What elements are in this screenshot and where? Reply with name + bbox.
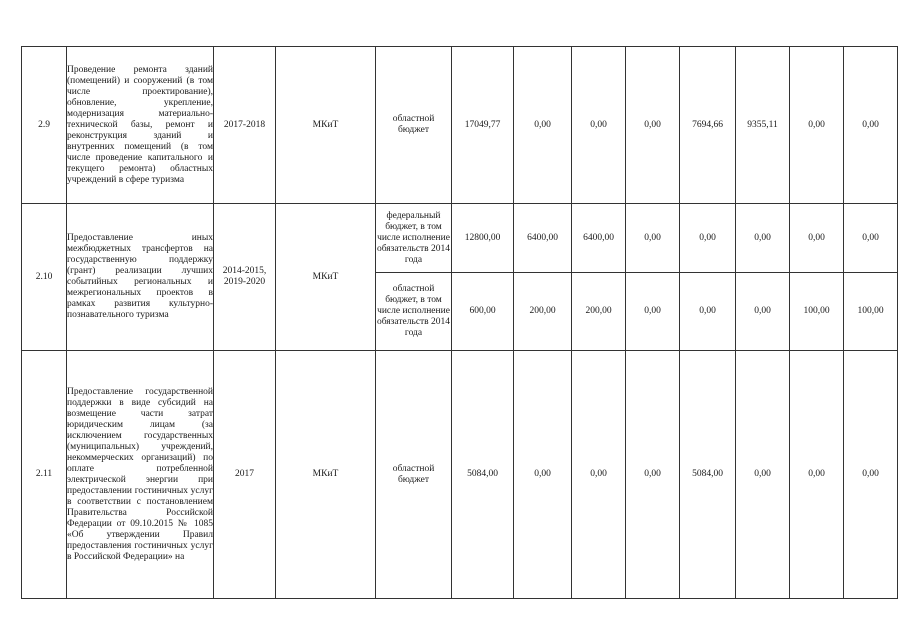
table-row (22, 204, 898, 273)
amount-year: 0,00 (736, 204, 790, 273)
table-row (22, 47, 898, 204)
amount-year: 5084,00 (680, 351, 736, 599)
amount-year: 6400,00 (514, 204, 572, 273)
amount-year: 0,00 (790, 47, 844, 204)
amount-year: 0,00 (680, 204, 736, 273)
amount-year: 0,00 (844, 351, 898, 599)
funding-source: федеральный бюджет, в том числе исполнение обязательств 2014 года (376, 204, 452, 273)
row-number: 2.9 (22, 47, 67, 204)
row-number: 2.11 (22, 351, 67, 599)
amount-year: 0,00 (736, 273, 790, 351)
amount-year: 0,00 (626, 204, 680, 273)
implementation-period: 2017-2018 (214, 47, 276, 204)
amount-year: 100,00 (790, 273, 844, 351)
implementation-period: 2017 (214, 351, 276, 599)
funding-source: областной бюджет (376, 47, 452, 204)
amount-year: 6400,00 (572, 204, 626, 273)
amount-year: 0,00 (844, 47, 898, 204)
amount-year: 0,00 (736, 351, 790, 599)
row-number: 2.10 (22, 204, 67, 351)
funding-source: областной бюджет (376, 351, 452, 599)
amount-year: 9355,11 (736, 47, 790, 204)
amount-year: 0,00 (680, 273, 736, 351)
executor: МКиТ (276, 204, 376, 351)
amount-year: 100,00 (844, 273, 898, 351)
executor: МКиТ (276, 47, 376, 204)
amount-year: 0,00 (572, 351, 626, 599)
amount-total: 5084,00 (452, 351, 514, 599)
table-row (22, 351, 898, 599)
budget-table (21, 46, 898, 599)
measure-description: Предоставление иных межбюджетных трансфертов на государственную поддержку (грант) реализации лучших событийных региональных и межрегиональных проектов в рамках развития культурно-познавательного туризма (67, 204, 214, 351)
amount-year: 7694,66 (680, 47, 736, 204)
amount-total: 600,00 (452, 273, 514, 351)
measure-description: Предоставление государственной поддержки в виде субсидий на возмещение части затрат юридическим лицам (за исключением государственных (муниципальных) учреждений, некоммерческих организаций) по оплате потребленной электрической энергии при предоставлении гостиничных услуг в соответствии с постановлением Правительства Российской Федерации от 09.10.2015 № 1085 «Об утверждении Правил предоставления гостиничных услуг в Российской Федерации» на (67, 351, 214, 599)
amount-year: 200,00 (514, 273, 572, 351)
amount-year: 0,00 (626, 47, 680, 204)
amount-year: 200,00 (572, 273, 626, 351)
amount-year: 0,00 (626, 273, 680, 351)
amount-year: 0,00 (790, 351, 844, 599)
amount-total: 17049,77 (452, 47, 514, 204)
amount-year: 0,00 (572, 47, 626, 204)
executor: МКиТ (276, 351, 376, 599)
amount-year: 0,00 (790, 204, 844, 273)
amount-total: 12800,00 (452, 204, 514, 273)
implementation-period: 2014-2015, 2019-2020 (214, 204, 276, 351)
funding-source: областной бюджет, в том числе исполнение обязательств 2014 года (376, 273, 452, 351)
amount-year: 0,00 (514, 351, 572, 599)
measure-description: Проведение ремонта зданий (помещений) и сооружений (в том числе проектирование), обновление, укрепление, модернизация материально-технической базы, ремонт и реконструкция зданий и внутренних помещений (в том числе проведение капитального и текущего ремонта) областных учреждений в сфере туризма (67, 47, 214, 204)
amount-year: 0,00 (844, 204, 898, 273)
amount-year: 0,00 (626, 351, 680, 599)
amount-year: 0,00 (514, 47, 572, 204)
